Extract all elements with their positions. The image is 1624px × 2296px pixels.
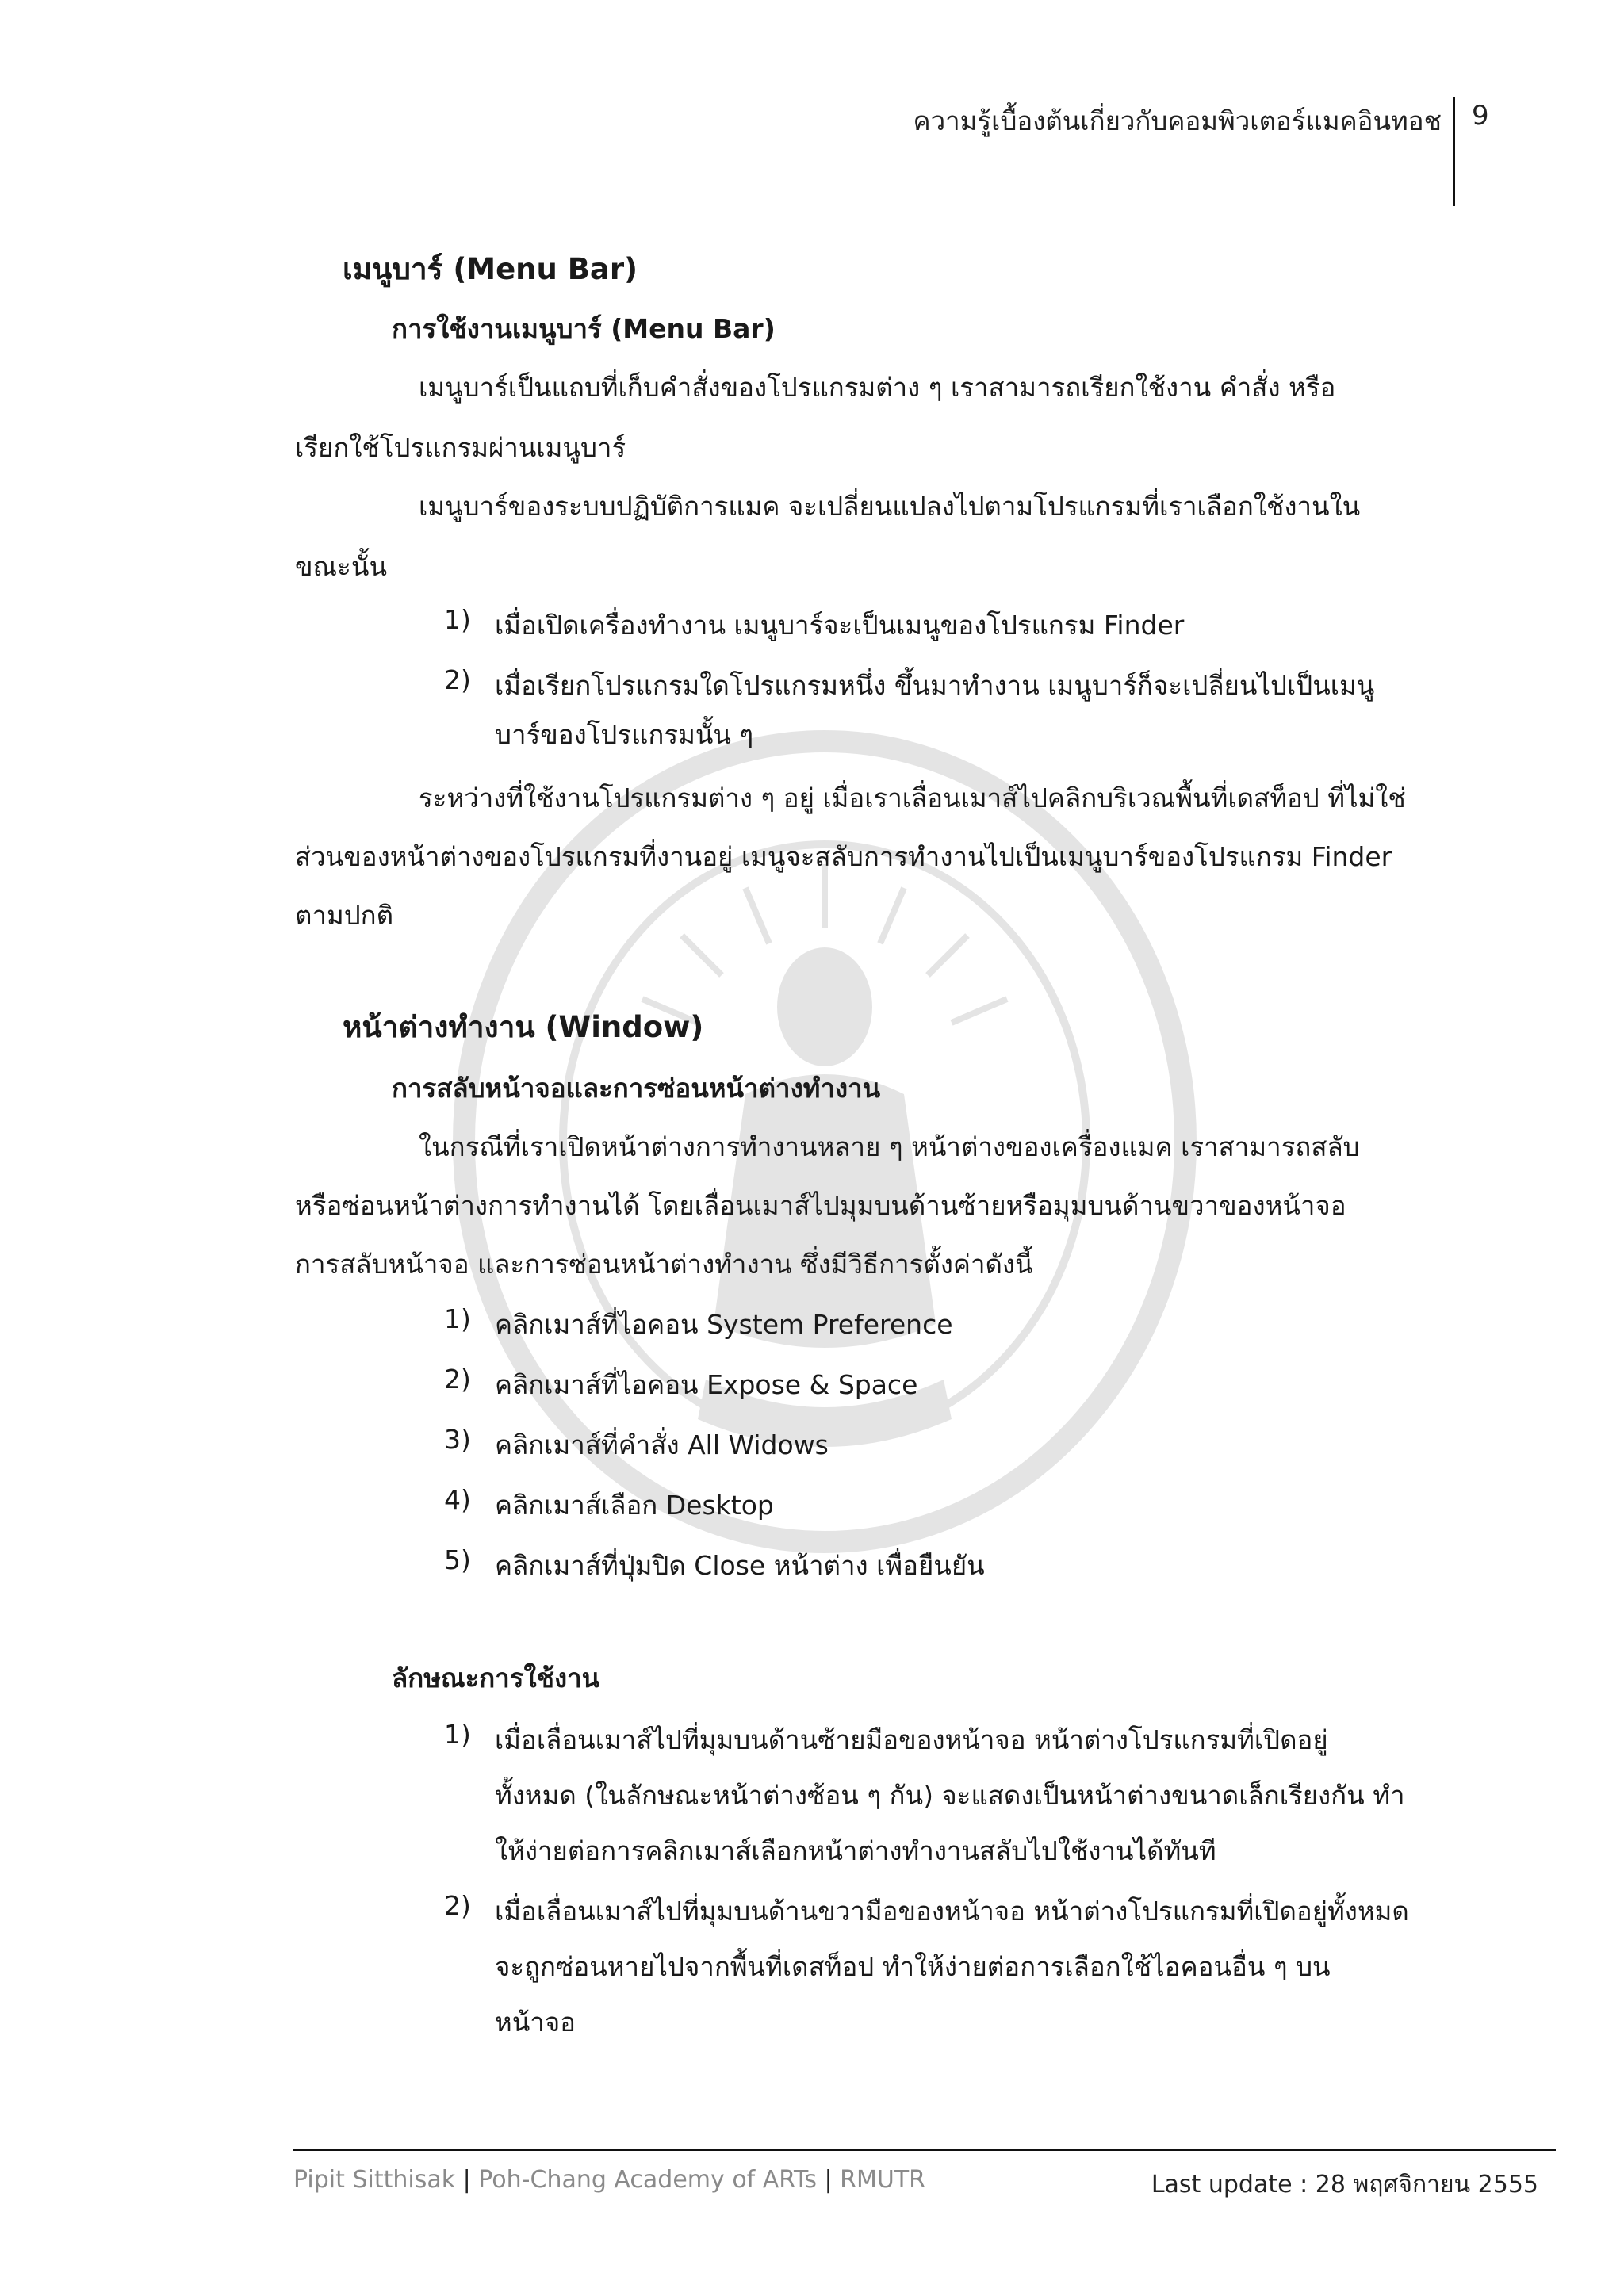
step-number: 3): [444, 1424, 471, 1455]
paragraph-line: ตามปกติ: [295, 900, 394, 931]
paragraph-line: เมนูบาร์เป็นแถบที่เก็บคำสั่งของโปรแกรมต่าง ๆ เราสามารถเรียกใช้งาน คำสั่ง หรือ: [419, 372, 1336, 403]
footer-divider: [293, 2149, 1556, 2151]
step-item: คลิกเมาส์ที่ไอคอน Expose & Space: [495, 1369, 918, 1400]
usage-number: 2): [444, 1890, 471, 1921]
step-item: คลิกเมาส์เลือก Desktop: [495, 1490, 774, 1521]
usage-item: เมื่อเลื่อนเมาส์ไปที่มุมบนด้านขวามือของหน้าจอ หน้าต่างโปรแกรมที่เปิดอยู่ทั้งหมด: [495, 1896, 1409, 1927]
page-number: 9: [1472, 100, 1489, 132]
step-item: คลิกเมาส์ที่ไอคอน System Preference: [495, 1309, 953, 1340]
footer-author: Pipit Sitthisak: [293, 2166, 456, 2194]
paragraph-line: ระหว่างที่ใช้งานโปรแกรมต่าง ๆ อยู่ เมื่อเราเลื่อนเมาส์ไปคลิกบริเวณพื้นที่เดสท็อป ที่ไม่ใช่: [419, 783, 1406, 813]
footer-separator: |: [455, 2166, 479, 2194]
step-item: คลิกเมาส์ที่คำสั่ง All Widows: [495, 1429, 829, 1460]
usage-item-continuation: จะถูกซ่อนหายไปจากพื้นที่เดสท็อป ทำให้ง่ายต่อการเลือกใช้ไอคอนอื่น ๆ บน: [495, 1951, 1331, 1982]
footer-organization: Poh-Chang Academy of ARTs: [478, 2166, 817, 2194]
step-number: 2): [444, 1364, 471, 1395]
list-item: เมื่อเปิดเครื่องทำงาน เมนูบาร์จะเป็นเมนูของโปรแกรม Finder: [495, 610, 1185, 641]
footer-credits: [293, 2166, 925, 2194]
usage-item-continuation: ทั้งหมด (ในลักษณะหน้าต่างซ้อน ๆ กัน) จะแสดงเป็นหน้าต่างขนาดเล็กเรียงกัน ทำ: [495, 1780, 1405, 1811]
subheading-using-menu-bar: การใช้งานเมนูบาร์ (Menu Bar): [392, 313, 776, 344]
paragraph-line: ส่วนของหน้าต่างของโปรแกรมที่งานอยู่ เมนูจะสลับการทำงานไปเป็นเมนูบาร์ของโปรแกรม Finder: [295, 841, 1392, 872]
paragraph-line: หรือซ่อนหน้าต่างการทำงานได้ โดยเลื่อนเมาส์ไปมุมบนด้านซ้ายหรือมุมบนด้านขวาของหน้าจอ: [295, 1190, 1346, 1221]
section-heading-menu-bar: เมนูบาร์ (Menu Bar): [343, 252, 638, 286]
footer-separator: |: [816, 2166, 841, 2194]
step-number: 4): [444, 1484, 471, 1515]
step-number: 1): [444, 1303, 471, 1334]
paragraph-line: ขณะนั้น: [295, 551, 388, 582]
step-number: 5): [444, 1544, 471, 1575]
list-number: 1): [444, 604, 471, 635]
subheading-usage: ลักษณะการใช้งาน: [392, 1663, 600, 1693]
usage-item-continuation: หน้าจอ: [495, 2007, 576, 2038]
paragraph-line: เรียกใช้โปรแกรมผ่านเมนูบาร์: [295, 432, 626, 463]
subheading-switch-hide-window: การสลับหน้าจอและการซ่อนหน้าต่างทำงาน: [392, 1073, 881, 1104]
list-item: เมื่อเรียกโปรแกรมใดโปรแกรมหนึ่ง ขึ้นมาทำงาน เมนูบาร์ก็จะเปลี่ยนไปเป็นเมนู: [495, 670, 1375, 701]
usage-item: เมื่อเลื่อนเมาส์ไปที่มุมบนด้านซ้ายมือของหน้าจอ หน้าต่างโปรแกรมที่เปิดอยู่: [495, 1724, 1328, 1755]
list-number: 2): [444, 664, 471, 695]
section-heading-window: หน้าต่างทำงาน (Window): [343, 1010, 704, 1044]
running-header-title: ความรู้เบื้องต้นเกี่ยวกับคอมพิวเตอร์แมคอินทอช: [913, 105, 1442, 136]
paragraph-line: การสลับหน้าจอ และการซ่อนหน้าต่างทำงาน ซึ่งมีวิธีการตั้งค่าดังนี้: [295, 1249, 1033, 1280]
step-item: คลิกเมาส์ที่ปุ่มปิด Close หน้าต่าง เพื่อยืนยัน: [495, 1550, 985, 1581]
usage-item-continuation: ให้ง่ายต่อการคลิกเมาส์เลือกหน้าต่างทำงานสลับไปใช้งานได้ทันที: [495, 1835, 1216, 1866]
header-divider: [1453, 97, 1455, 206]
footer-last-update: Last update : 28 พฤศจิกายน 2555: [1151, 2171, 1538, 2198]
footer-university: RMUTR: [840, 2166, 925, 2194]
paragraph-line: เมนูบาร์ของระบบปฏิบัติการแมค จะเปลี่ยนแปลงไปตามโปรแกรมที่เราเลือกใช้งานใน: [419, 491, 1361, 522]
paragraph-line: ในกรณีที่เราเปิดหน้าต่างการทำงานหลาย ๆ หน้าต่างของเครื่องแมค เราสามารถสลับ: [419, 1131, 1360, 1162]
usage-number: 1): [444, 1719, 471, 1750]
list-item-continuation: บาร์ของโปรแกรมนั้น ๆ: [495, 719, 754, 750]
